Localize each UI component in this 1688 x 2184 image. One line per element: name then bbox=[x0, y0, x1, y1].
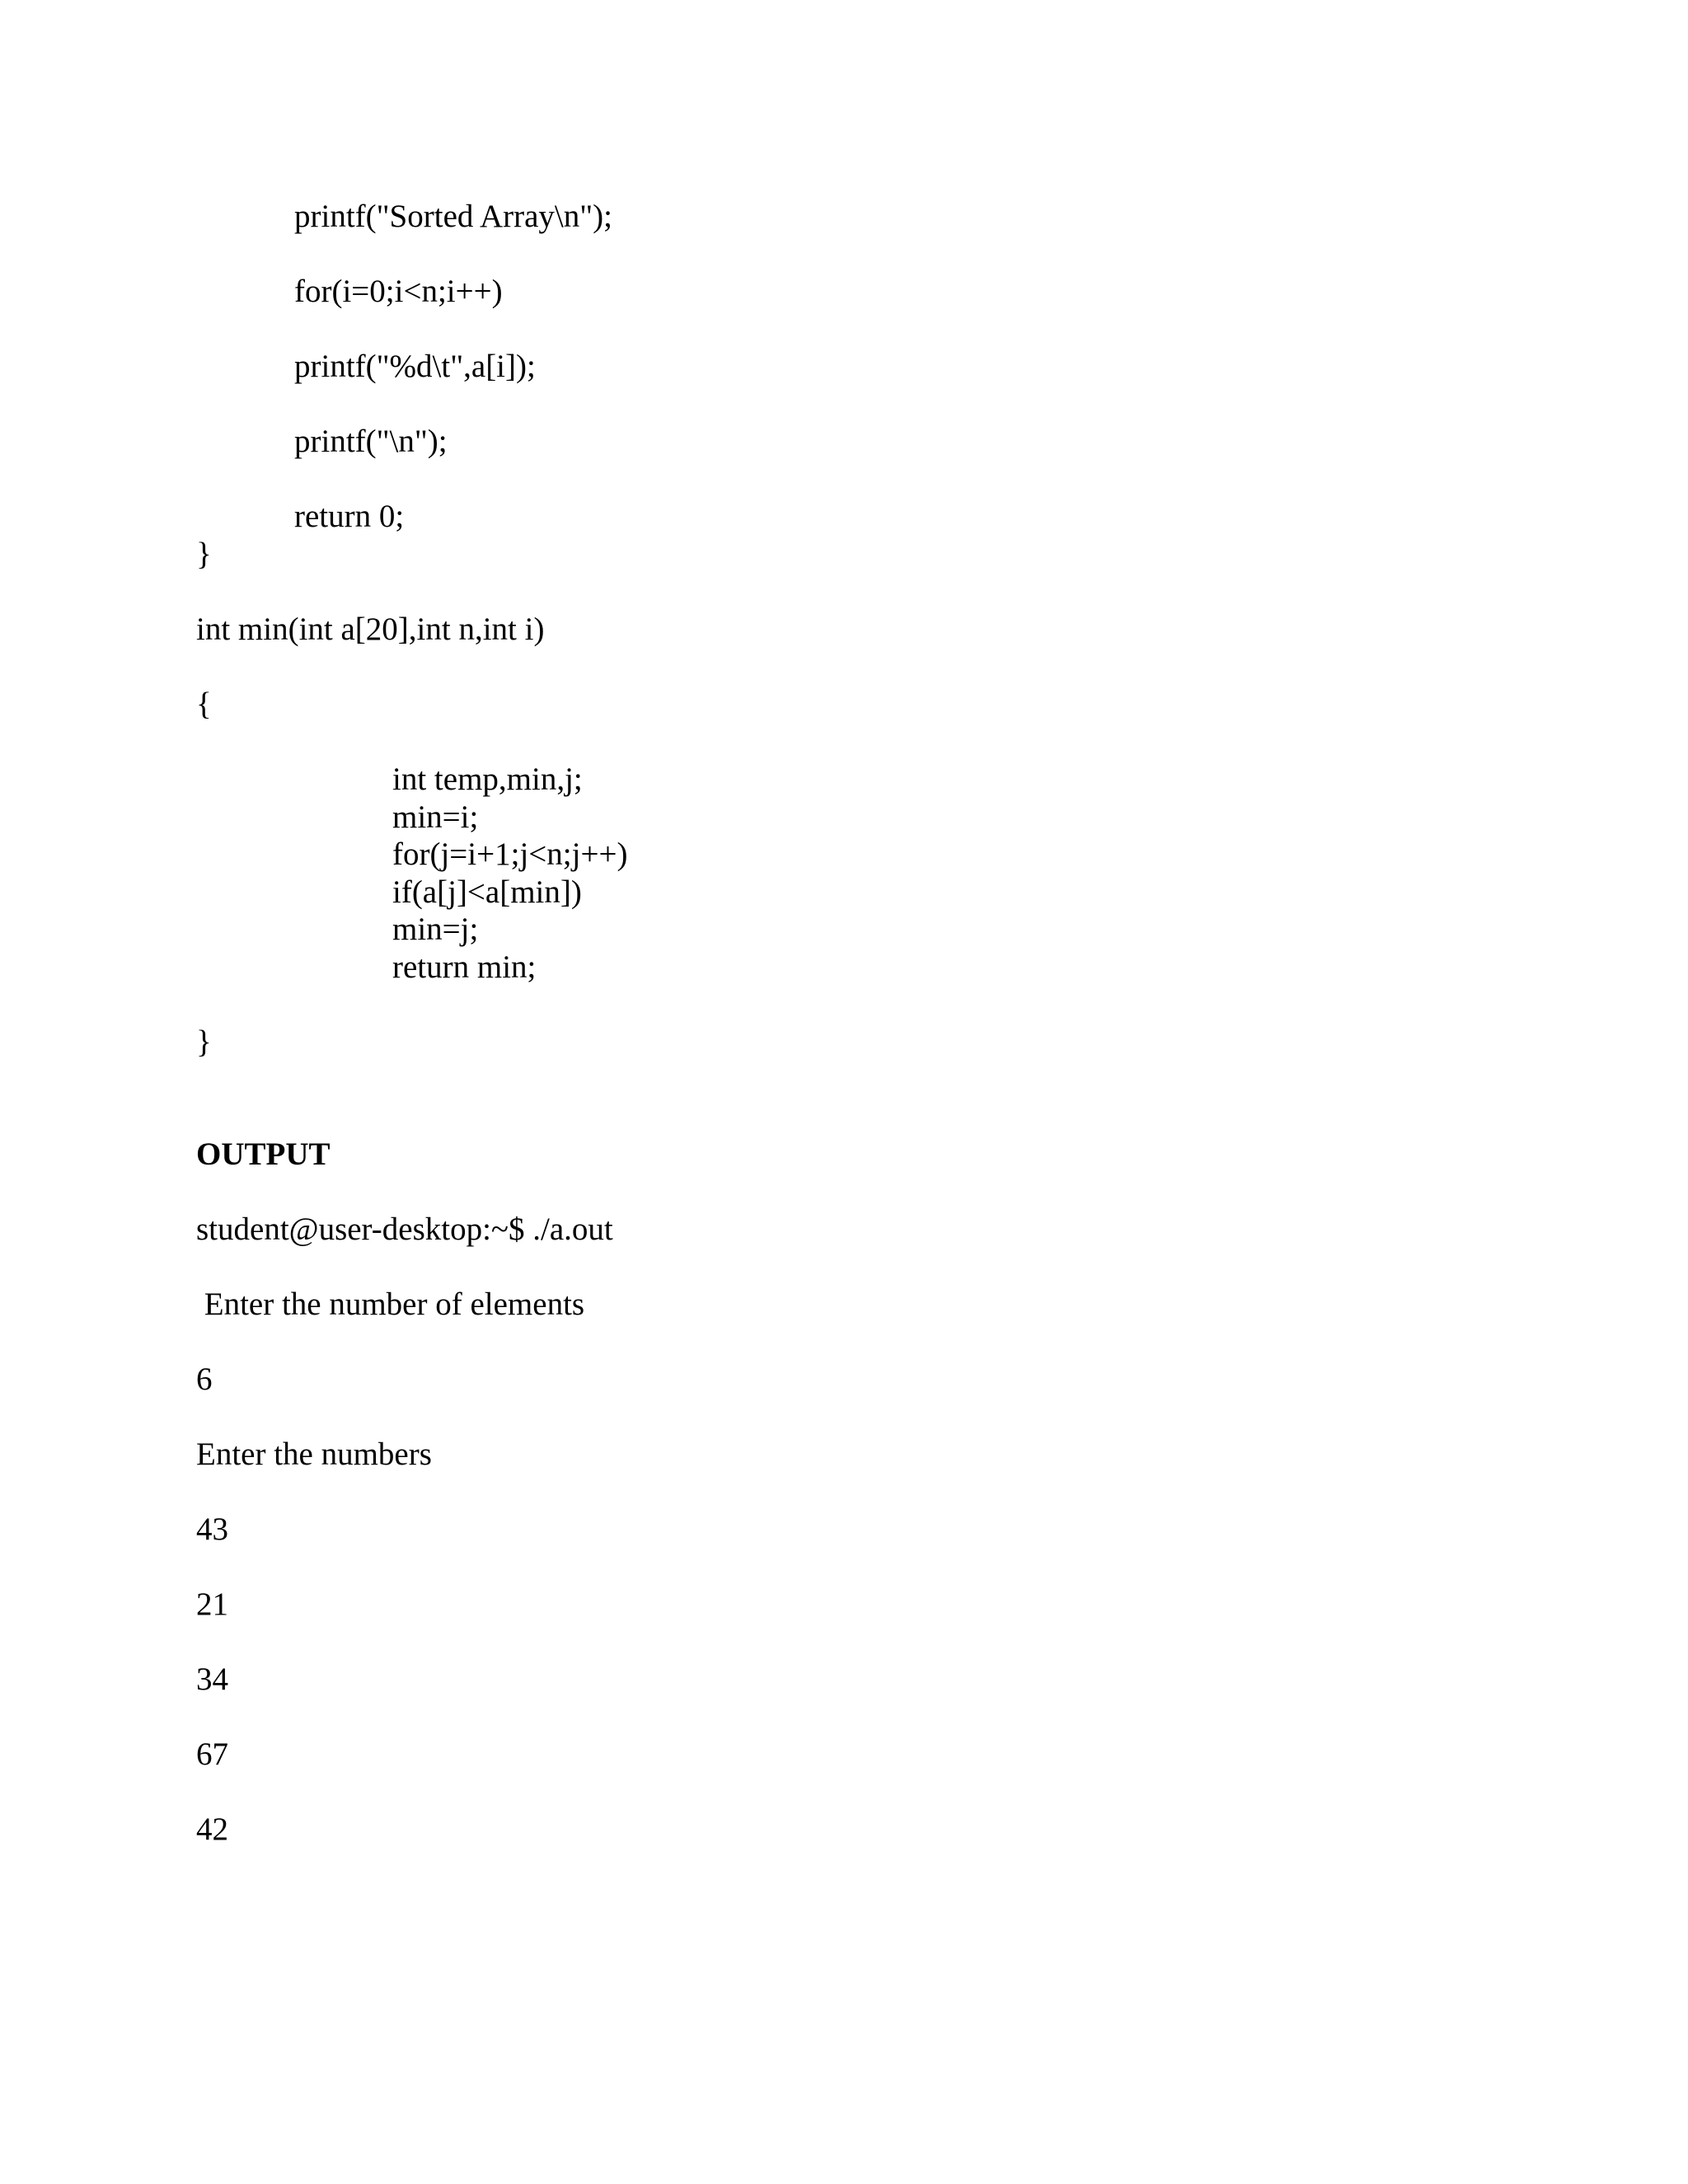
output-line: student@user-desktop:~$ ./a.out bbox=[196, 1212, 613, 1247]
function-closing-brace: } bbox=[196, 1024, 212, 1060]
code-line: printf("%d\t",a[i]); bbox=[294, 349, 536, 384]
code-line: printf("Sorted Array\n"); bbox=[294, 199, 613, 234]
output-heading: OUTPUT bbox=[196, 1137, 331, 1172]
main-closing-brace: } bbox=[196, 537, 212, 572]
function-body-line: min=i; bbox=[392, 799, 479, 835]
output-line: 67 bbox=[196, 1736, 228, 1772]
function-body-line: if(a[j]<a[min]) bbox=[392, 874, 582, 910]
output-line: 34 bbox=[196, 1661, 228, 1697]
code-line: for(i=0;i<n;i++) bbox=[294, 274, 503, 309]
output-line: Enter the numbers bbox=[196, 1436, 432, 1472]
function-opening-brace: { bbox=[196, 687, 212, 722]
output-line: 42 bbox=[196, 1811, 228, 1847]
output-line: 21 bbox=[196, 1586, 228, 1622]
function-body-line: min=j; bbox=[392, 912, 479, 947]
output-line: 43 bbox=[196, 1511, 228, 1547]
output-line: 6 bbox=[196, 1361, 213, 1397]
function-body-line: int temp,min,j; bbox=[392, 762, 583, 797]
output-line: Enter the number of elements bbox=[196, 1286, 585, 1322]
function-body-line: return min; bbox=[392, 949, 537, 985]
code-line: printf("\n"); bbox=[294, 424, 448, 459]
function-signature: int min(int a[20],int n,int i) bbox=[196, 612, 545, 647]
code-line: return 0; bbox=[294, 499, 405, 534]
function-body-line: for(j=i+1;j<n;j++) bbox=[392, 837, 628, 872]
